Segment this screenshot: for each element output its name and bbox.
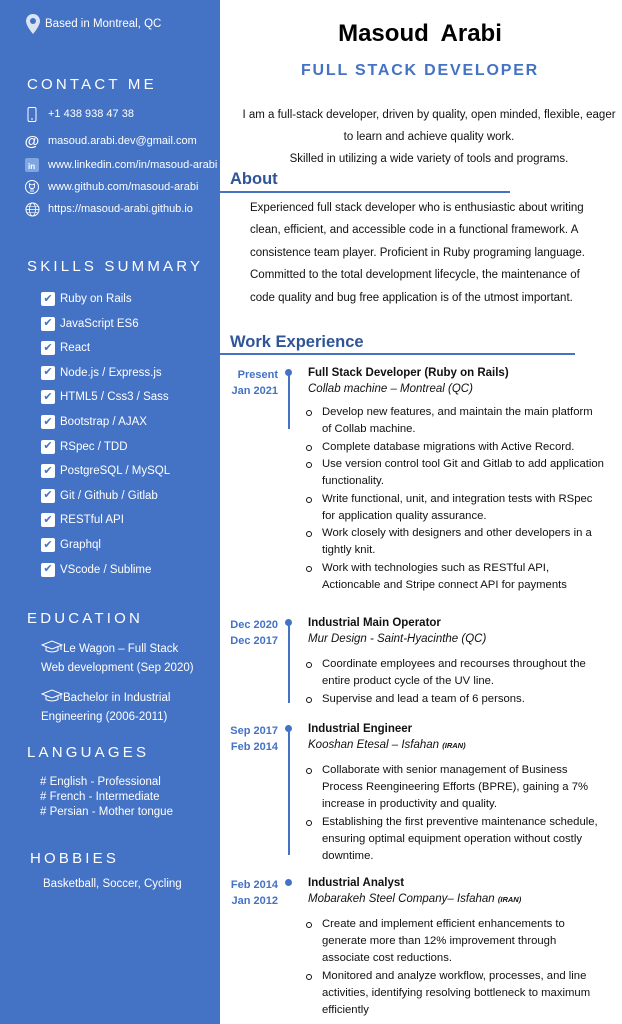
email-link[interactable]: masoud.arabi.dev@gmail.com	[48, 135, 197, 147]
job-date-start: Feb 2014	[230, 740, 278, 753]
summary	[234, 104, 622, 170]
checkbox-checked-icon: ✔	[41, 513, 55, 527]
location	[26, 14, 220, 34]
skill-item	[41, 513, 124, 527]
graduation-cap-icon	[41, 689, 63, 709]
summary-line: Skilled in utilizing a wide variety of tools and programs.	[289, 153, 569, 165]
education-line2: Engineering (2006-2011)	[41, 711, 168, 723]
hobbies-text: Basketball, Soccer, Cycling	[43, 878, 182, 890]
job-company-name: Collab machine – Montreal (QC)	[308, 383, 473, 395]
contact-phone	[24, 106, 134, 122]
job-bullets	[304, 916, 604, 1019]
job-date-start: Jan 2021	[231, 384, 278, 397]
skill-label: RESTful API	[60, 514, 124, 527]
job-bullet: Develop new features, and maintain the main platform of Collab machine.	[304, 404, 604, 438]
education-heading: EDUCATION	[27, 610, 144, 627]
job-company	[308, 893, 521, 905]
job-bullets	[304, 404, 604, 594]
work-heading: Work Experience	[230, 333, 364, 351]
skill-label: Bootstrap / AJAX	[60, 416, 147, 428]
skill-item	[41, 292, 132, 306]
job-bullets	[304, 762, 604, 865]
job-title: Full Stack Developer (Ruby on Rails)	[308, 367, 509, 379]
language-item: # English - Professional	[40, 776, 161, 788]
candidate-name: Masoud Arabi	[338, 20, 502, 47]
job-bullet: Supervise and lead a team of 6 persons.	[304, 691, 604, 708]
job-company-name: Mobarakeh Steel Company– Isfahan	[308, 893, 498, 905]
summary-line: to learn and achieve quality work.	[343, 131, 515, 143]
education-item-bachelor	[41, 689, 211, 726]
education-item-lewagon	[41, 640, 211, 677]
job-company-country: (IRAN)	[442, 741, 466, 750]
education-line1: Bachelor in Industrial	[63, 692, 171, 704]
about-text: Experienced full stack developer who is enthusiastic about writing clean, efficient, and accessible code in a functional framework. A consistence team player. Proficient in Ruby programing language. Committed to the total development lifecycle, the maintenance of code quality and bug free application is of the utmost important.	[250, 202, 585, 304]
about-divider	[220, 191, 510, 193]
language-item: # Persian - Mother tongue	[40, 806, 173, 818]
job-company-name: Kooshan Etesal – Isfahan	[308, 739, 443, 751]
checkbox-checked-icon: ✔	[41, 415, 55, 429]
main-content	[220, 0, 622, 1024]
job-company	[308, 739, 466, 751]
skill-item	[41, 464, 170, 478]
github-link[interactable]: www.github.com/masoud-arabi	[48, 181, 199, 193]
timeline-line	[288, 623, 290, 703]
skill-label: JavaScript ES6	[60, 317, 139, 330]
graduation-cap-icon	[41, 640, 63, 660]
globe-icon	[24, 201, 40, 217]
job-company-name: Mur Design - Saint-Hyacinthe (QC)	[308, 633, 487, 645]
checkbox-checked-icon: ✔	[41, 292, 55, 306]
skill-label: Ruby on Rails	[60, 293, 132, 305]
education-line2: Web development (Sep 2020)	[41, 662, 194, 674]
skill-item	[41, 563, 151, 577]
contact-website[interactable]	[24, 201, 193, 217]
phone-icon	[24, 106, 40, 122]
job-dates	[220, 618, 278, 649]
job-bullet: Monitored and analyze workflow, processes, and line activities, identifying resolving bottleneck to maximum efficiently	[304, 968, 604, 1019]
timeline-dot	[285, 879, 292, 886]
language-item: # French - Intermediate	[40, 791, 160, 803]
checkbox-checked-icon: ✔	[41, 563, 55, 577]
sidebar	[0, 0, 220, 1024]
job-title: Industrial Analyst	[308, 877, 405, 889]
skill-label: RSpec / TDD	[60, 440, 128, 453]
summary-line: I am a full-stack developer, driven by quality, open minded, flexible, eager	[242, 109, 616, 121]
contact-linkedin[interactable]	[24, 157, 217, 173]
checkbox-checked-icon: ✔	[41, 390, 55, 404]
job-company	[308, 633, 486, 645]
job-dates	[220, 368, 278, 399]
skill-label: PostgreSQL / MySQL	[60, 465, 171, 478]
job-date-end: Sep 2017	[230, 725, 278, 737]
job-bullet: Collaborate with senior management of Business Process Reengineering Efforts (BPRE), gaining a 7% increase in productivity and quality.	[304, 762, 604, 813]
at-sign-icon: @	[24, 132, 40, 150]
job-date-end: Present	[237, 369, 278, 381]
phone-text: +1 438 938 47 38	[48, 108, 134, 120]
timeline-line	[288, 729, 290, 855]
skill-item	[41, 415, 147, 429]
linkedin-link[interactable]: www.linkedin.com/in/masoud-arabi	[48, 159, 218, 171]
job-bullet: Write functional, unit, and integration tests with RSpec for application quality assurance.	[304, 491, 604, 525]
candidate-title: FULL STACK DEVELOPER	[300, 62, 540, 79]
job-date-end: Dec 2020	[230, 619, 278, 631]
job-bullet: Use version control tool Git and Gitlab to add application functionality.	[304, 456, 604, 490]
contact-github[interactable]	[24, 179, 198, 195]
job-bullet: Establishing the first preventive maintenance schedule, ensuring optimal equipment operation without costly downtime.	[304, 814, 604, 865]
skill-item	[41, 341, 90, 355]
job-bullet: Work closely with designers and other developers in a tightly knit.	[304, 525, 604, 559]
checkbox-checked-icon: ✔	[41, 366, 55, 380]
job-bullet: Complete database migrations with Active Record.	[304, 439, 604, 456]
skill-label: VScode / Sublime	[60, 563, 152, 576]
skill-item	[41, 440, 128, 454]
job-title: Industrial Engineer	[308, 723, 413, 735]
skill-label: HTML5 / Css3 / Sass	[60, 391, 169, 404]
svg-text:in: in	[28, 162, 36, 171]
job-bullets	[304, 656, 604, 708]
skill-label: Git / Github / Gitlab	[60, 489, 158, 502]
job-bullet: Work with technologies such as RESTful API, Actioncable and Stripe connect API for payments	[304, 560, 604, 594]
job-date-start: Dec 2017	[230, 634, 278, 647]
checkbox-checked-icon: ✔	[41, 489, 55, 503]
languages-heading: LANGUAGES	[27, 744, 150, 761]
hobbies-heading: HOBBIES	[30, 850, 120, 867]
checkbox-checked-icon: ✔	[41, 440, 55, 454]
linkedin-icon	[24, 157, 40, 173]
job-dates	[220, 878, 278, 909]
skill-label: Graphql	[60, 539, 101, 551]
skill-item	[41, 390, 169, 404]
job-bullet: Create and implement efficient enhancements to generate more than 12% improvement through associate cost reductions.	[304, 916, 604, 967]
job-title: Industrial Main Operator	[308, 617, 441, 629]
skill-label: React	[60, 342, 91, 355]
location-text: Based in Montreal, QC	[45, 18, 162, 30]
contact-heading: CONTACT ME	[27, 76, 157, 93]
job-company	[308, 383, 473, 395]
skill-label: Node.js / Express.js	[60, 366, 162, 379]
skill-item	[41, 366, 162, 380]
timeline-line	[288, 373, 290, 429]
location-pin-icon	[26, 14, 40, 34]
github-icon	[24, 179, 40, 195]
skills-heading: SKILLS SUMMARY	[27, 258, 204, 275]
contact-email[interactable]	[24, 133, 197, 149]
job-company-country: (IRAN)	[497, 895, 522, 904]
skill-item	[41, 538, 101, 552]
about-heading: About	[230, 170, 278, 188]
job-date-end: Feb 2014	[230, 879, 278, 891]
checkbox-checked-icon: ✔	[41, 538, 55, 552]
checkbox-checked-icon: ✔	[41, 341, 55, 355]
job-date-start: Jan 2012	[231, 894, 278, 907]
checkbox-checked-icon: ✔	[41, 317, 55, 331]
job-bullet: Coordinate employees and recourses throughout the entire product cycle of the UV line.	[304, 656, 604, 690]
skill-item	[41, 489, 158, 503]
education-line1: Le Wagon – Full Stack	[63, 643, 179, 655]
job-dates	[220, 724, 278, 755]
skill-item	[41, 317, 139, 331]
website-link[interactable]: https://masoud-arabi.github.io	[48, 203, 193, 215]
checkbox-checked-icon: ✔	[41, 464, 55, 478]
work-divider	[220, 353, 575, 355]
